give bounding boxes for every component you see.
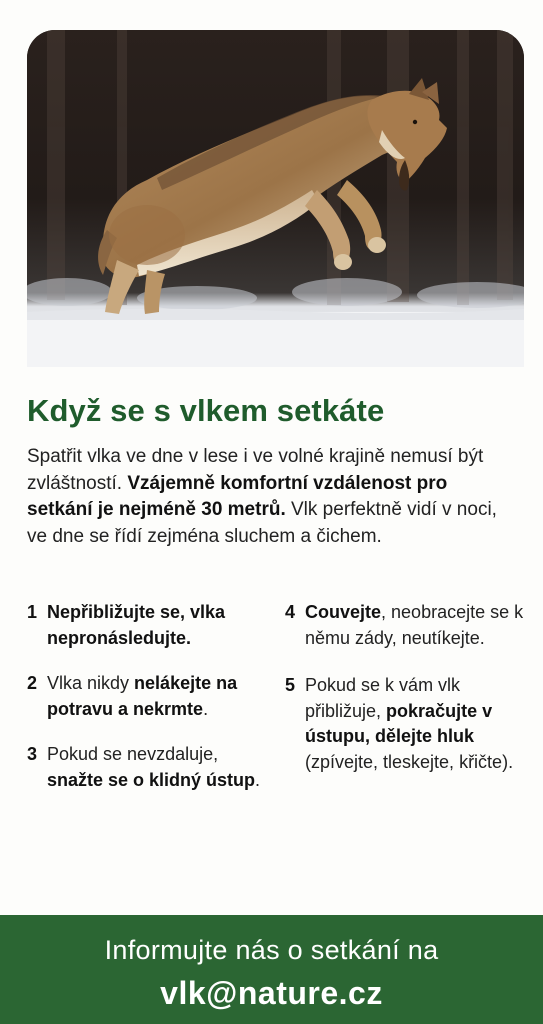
intro-paragraph bbox=[27, 444, 517, 550]
intro-text-1: Spatřit vlka ve dne v lese i ve volné krajině nemusí být zvláštností. bbox=[27, 446, 484, 494]
step-number: 5 bbox=[285, 675, 296, 695]
section-heading: Když se s vlkem setkáte bbox=[27, 393, 385, 428]
step-number: 2 bbox=[27, 673, 38, 693]
step-bold-text: snažte se o klidný ústup bbox=[47, 769, 256, 790]
step-text-end: (zpívejte, tleskejte, křičte). bbox=[305, 751, 514, 772]
leaping-wolf-icon bbox=[27, 30, 524, 367]
intro-text-2: Vlk perfektně vidí v noci, ve dne se řídí zejména sluchem a čichem. bbox=[27, 499, 497, 547]
step-4 bbox=[285, 600, 529, 651]
intro-bold-distance: Vzájemně komfortní vzdálenost pro setkání je nejméně 30 metrů. bbox=[27, 472, 448, 520]
step-5 bbox=[285, 673, 529, 775]
footer-text: Informujte nás o setkání na bbox=[104, 935, 439, 965]
steps-column-right bbox=[285, 600, 529, 775]
footer-email-link[interactable]: vlk@nature.cz bbox=[160, 975, 383, 1011]
step-bold-text: Couvejte bbox=[305, 602, 382, 622]
step-bold-text: Nepřibližujte se, vlka nepronásledujte. bbox=[47, 602, 226, 648]
step-bold-text: pokračujte v ústupu, dělejte hluk bbox=[305, 700, 493, 746]
step-number: 1 bbox=[27, 602, 38, 622]
step-text: Pokud se nevzdaluje, bbox=[47, 744, 219, 764]
step-number: 3 bbox=[27, 744, 38, 764]
step-text: , neobracejte se k němu zády, neutíkejte. bbox=[305, 602, 524, 648]
step-number: 4 bbox=[285, 602, 296, 622]
footer-banner bbox=[0, 915, 543, 1024]
step-3 bbox=[27, 742, 277, 793]
step-text: Vlka nikdy bbox=[47, 673, 135, 693]
step-text-end: . bbox=[255, 769, 261, 790]
step-text: Pokud se k vám vlk přibližuje, bbox=[305, 675, 461, 721]
step-2 bbox=[27, 671, 277, 722]
wolf-photo bbox=[27, 30, 524, 367]
step-1 bbox=[27, 600, 277, 651]
step-text-end: . bbox=[203, 698, 209, 719]
step-bold-text: nelákejte na potravu a nekrmte bbox=[47, 673, 238, 719]
steps-column-left bbox=[27, 600, 277, 793]
